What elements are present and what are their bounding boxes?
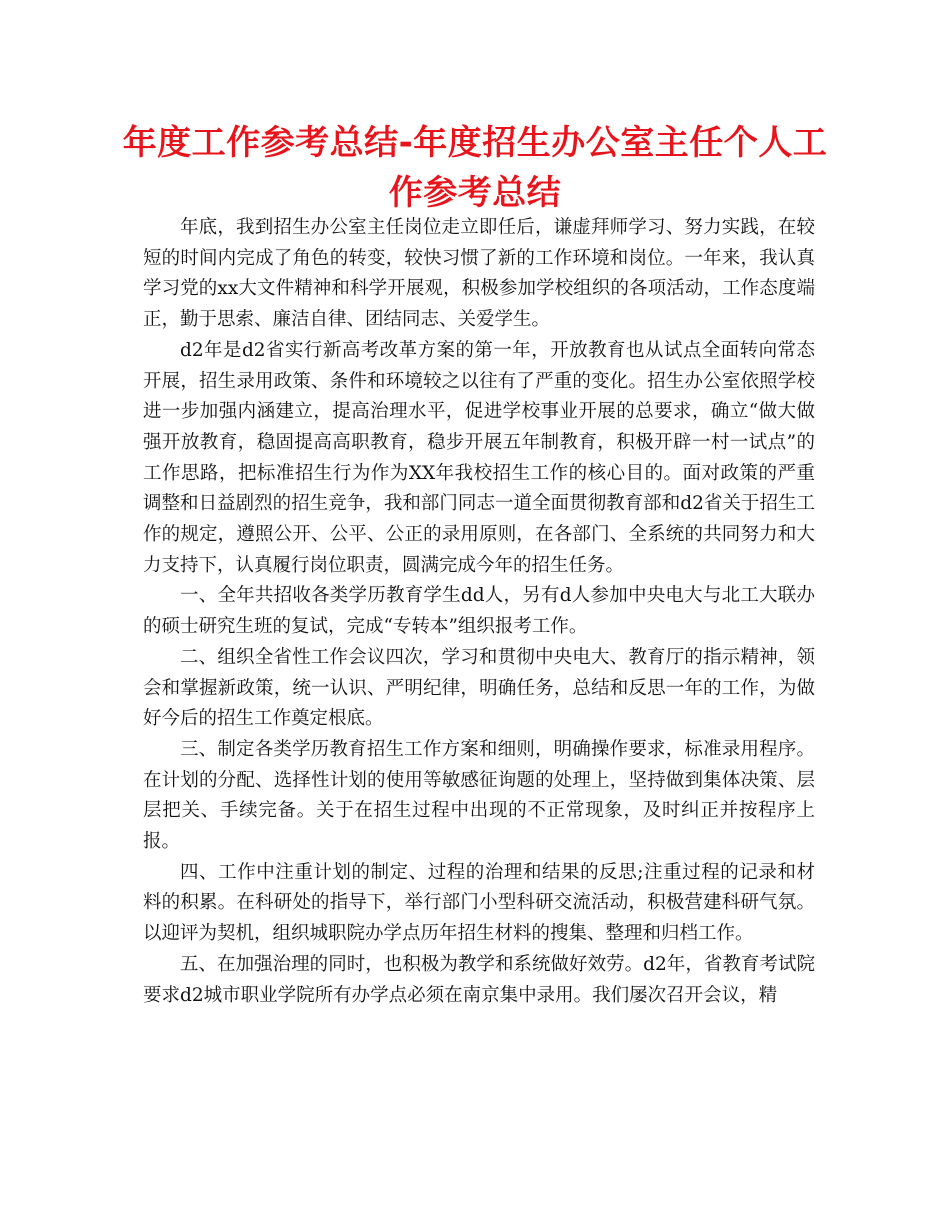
- paragraph: 五、在加强治理的同时，也积极为教学和系统做好效劳。d2年，省教育考试院要求d2城市职业学院所有办学点必须在南京集中录用。我们屡次召开会议，精: [143, 953, 815, 1006]
- paragraph: 四、工作中注重计划的制定、过程的治理和结果的反思;注重过程的记录和材料的积累。在科研处的指导下，举行部门小型科研交流活动，积极营建科研气氛。以迎评为契机，组织城职院办学点历年招生材料的搜集、整理和归档工作。: [143, 861, 815, 945]
- document-title: 年度工作参考总结-年度招生办公室主任个人工作参考总结: [122, 123, 828, 213]
- paragraph: 三、制定各类学历教育招生工作方案和细则，明确操作要求，标准录用程序。在计划的分配、选择性计划的使用等敏感征询题的处理上，坚持做到集体决策、层层把关、手续完备。关于在招生过程中出现的不正常现象，及时纠正并按程序上报。: [143, 738, 815, 853]
- paragraph: 二、组织全省性工作会议四次，学习和贯彻中央电大、教育厅的指示精神，领会和掌握新政策，统一认识、严明纪律，明确任务，总结和反思一年的工作，为做好今后的招生工作奠定根底。: [143, 646, 815, 730]
- document-body: [143, 213, 815, 1011]
- paragraph: d2年是d2省实行新高考改革方案的第一年，开放教育也从试点全面转向常态开展，招生录用政策、条件和环境较之以往有了严重的变化。招生办公室依照学校进一步加强内涵建立，提高治理水平，促进学校事业开展的总要求，确立“做大做强开放教育，稳固提高高职教育，稳步开展五年制教育，积极开辟一村一试点”的工作思路，把标准招生行为作为XX年我校招生工作的核心目的。面对政策的严重调整和日益剧烈的招生竞争，我和部门同志一道全面贯彻教育部和d2省关于招生工作的规定，遵照公开、公平、公正的录用原则，在各部门、全系统的共同努力和大力支持下，认真履行岗位职责，圆满完成今年的招生任务。: [143, 339, 815, 576]
- paragraph: 年底，我到招生办公室主任岗位走立即任后，谦虚拜师学习、努力实践，在较短的时间内完成了角色的转变，较快习惯了新的工作环境和岗位。一年来，我认真学习党的xx大文件精神和科学开展观，积极参加学校组织的各项活动，工作态度端正，勤于思索、廉洁自律、团结同志、关爱学生。: [143, 217, 815, 331]
- paragraph: 一、全年共招收各类学历教育学生dd人，另有d人参加中央电大与北工大联办的硕士研究生班的复试，完成“专转本”组织报考工作。: [143, 585, 815, 638]
